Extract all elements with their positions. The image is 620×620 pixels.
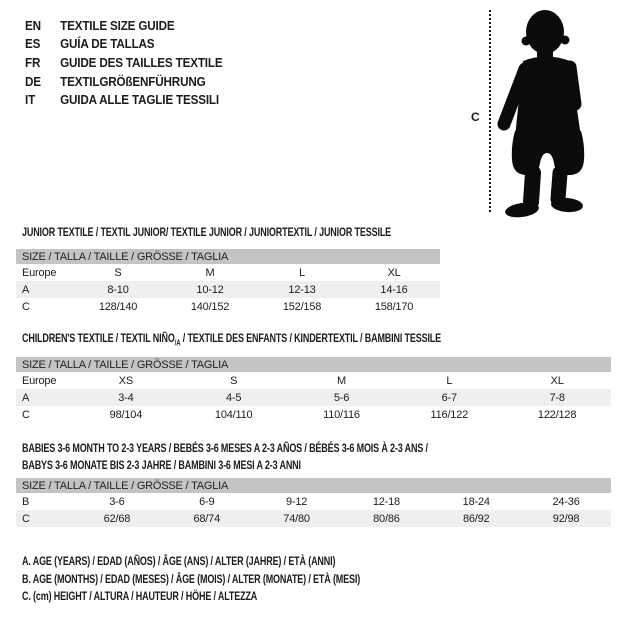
lang-code: FR — [25, 54, 41, 70]
table-row-age — [16, 281, 440, 298]
size-cell: 6-7 — [395, 389, 503, 406]
lang-row-fr — [25, 53, 222, 72]
size-cell: XL — [387, 266, 401, 279]
row-label: C — [22, 300, 30, 313]
size-cell: L — [446, 374, 453, 387]
size-cell: S — [114, 266, 122, 279]
size-cell: 74/80 — [252, 510, 342, 527]
size-cell: 98/104 — [109, 408, 143, 421]
size-header: SIZE / TALLA / TAILLE / GRÖSSE / TAGLIA — [16, 249, 440, 264]
size-cell: 62/68 — [72, 510, 162, 527]
lang-code: DE — [25, 73, 41, 89]
size-cell: 110/116 — [323, 408, 360, 421]
lang-row-es — [25, 35, 222, 54]
size-cell: 18-24 — [462, 495, 490, 508]
size-cell: 8-10 — [72, 281, 164, 298]
footnote-age-years: A. AGE (YEARS) / EDAD (AÑOS) / ÂGE (ANS) / ALTER (JAHRE) / ETÀ (ANNI) — [22, 554, 336, 568]
section-title-text: JUNIOR TEXTILE / TEXTIL JUNIOR/ TEXTILE JUNIOR / JUNIORTEXTIL / JUNIOR TESSILE — [22, 225, 392, 239]
row-label: A — [16, 281, 72, 298]
lang-row-en — [25, 16, 222, 35]
size-cell: 86/92 — [431, 510, 521, 527]
section-title-children — [22, 330, 441, 351]
size-table-children — [16, 357, 611, 423]
size-cell: 140/152 — [190, 300, 230, 313]
size-cell: 128/140 — [98, 300, 138, 313]
size-cell: 116/122 — [430, 408, 469, 421]
lang-row-it — [25, 90, 222, 109]
table-row-height — [16, 406, 611, 423]
size-cell: 10-12 — [164, 281, 256, 298]
section-title-line2: BABYS 3-6 MONATE BIS 2-3 JAHRE / BAMBINI 3-6 MESI A 2-3 ANNI — [22, 458, 301, 472]
table-header-row — [16, 249, 440, 264]
size-cell: XS — [118, 374, 134, 387]
table-row-europe — [16, 372, 611, 389]
row-label: B — [22, 495, 30, 508]
size-cell: 14-16 — [348, 281, 440, 298]
lang-code: ES — [25, 36, 41, 52]
lang-title: GUIDE DES TAILLES TEXTILE — [60, 54, 223, 70]
size-header: SIZE / TALLA / TAILLE / GRÖSSE / TAGLIA — [16, 478, 611, 493]
height-dotted-line — [489, 10, 491, 212]
size-cell: M — [337, 374, 346, 387]
lang-title: TEXTILGRÖßENFÜHRUNG — [60, 73, 206, 89]
height-measure-label: C — [471, 110, 480, 124]
table-row-europe — [16, 264, 440, 281]
footnote-height: C. (cm) HEIGHT / ALTURA / HAUTEUR / HÖHE / ALTEZZA — [22, 589, 258, 604]
table-row-age — [16, 389, 611, 406]
row-label: C — [22, 408, 30, 421]
table-row-months — [16, 493, 611, 510]
row-label: Europe — [22, 266, 57, 279]
size-header: SIZE / TALLA / TAILLE / GRÖSSE / TAGLIA — [16, 357, 611, 372]
lang-code: IT — [25, 92, 36, 108]
size-cell: 5-6 — [288, 389, 396, 406]
lang-code: EN — [25, 17, 41, 33]
size-cell: 24-36 — [552, 495, 580, 508]
row-label: C — [16, 510, 72, 527]
size-cell: 7-8 — [503, 389, 611, 406]
section-title-subscript: /A — [174, 338, 181, 348]
size-cell: 12-18 — [372, 495, 400, 508]
size-cell: 3-4 — [72, 389, 180, 406]
section-title-junior — [22, 224, 391, 241]
size-cell: 6-9 — [199, 495, 215, 508]
size-cell: 122/128 — [537, 408, 577, 421]
child-silhouette-icon — [495, 5, 620, 220]
size-cell: 3-6 — [109, 495, 125, 508]
section-title-babies — [22, 440, 428, 474]
section-title-line1: BABIES 3-6 MONTH TO 2-3 YEARS / BEBÉS 3-6 MESES A 2-3 AÑOS / BÉBÉS 3-6 MOIS À 2-3 ANS / — [22, 441, 428, 455]
size-cell: M — [205, 266, 215, 279]
lang-title: TEXTILE SIZE GUIDE — [60, 17, 175, 33]
size-cell: 152/158 — [282, 300, 322, 313]
row-label: A — [16, 389, 72, 406]
size-cell: 4-5 — [180, 389, 288, 406]
table-row-height — [16, 298, 440, 315]
size-cell: L — [299, 266, 305, 279]
language-list — [25, 16, 222, 109]
size-cell: S — [230, 374, 238, 387]
lang-title: GUÍA DE TALLAS — [60, 36, 155, 52]
size-table-babies — [16, 478, 611, 527]
row-label: Europe — [22, 374, 57, 387]
size-cell: 104/110 — [214, 408, 253, 421]
table-header-row — [16, 357, 611, 372]
table-header-row — [16, 478, 611, 493]
size-cell: 68/74 — [162, 510, 252, 527]
footnotes — [22, 553, 473, 606]
section-title-text: / TEXTILE DES ENFANTS / KINDERTEXTIL / BAMBINI TESSILE — [180, 331, 442, 345]
lang-title: GUIDA ALLE TAGLIE TESSILI — [60, 92, 219, 108]
lang-row-de — [25, 72, 222, 91]
size-table-junior — [16, 249, 440, 315]
table-row-height — [16, 510, 611, 527]
size-cell: 158/170 — [374, 300, 414, 313]
size-cell: 80/86 — [341, 510, 431, 527]
size-cell: 92/98 — [521, 510, 611, 527]
size-cell: XL — [550, 374, 564, 387]
section-title-text: CHILDREN'S TEXTILE / TEXTIL NIÑO — [22, 331, 175, 345]
size-cell: 9-12 — [285, 495, 308, 508]
size-cell: 12-13 — [256, 281, 348, 298]
footnote-age-months: B. AGE (MONTHS) / EDAD (MESES) / ÂGE (MOIS) / ALTER (MONATE) / ETÀ (MESI) — [22, 571, 361, 586]
